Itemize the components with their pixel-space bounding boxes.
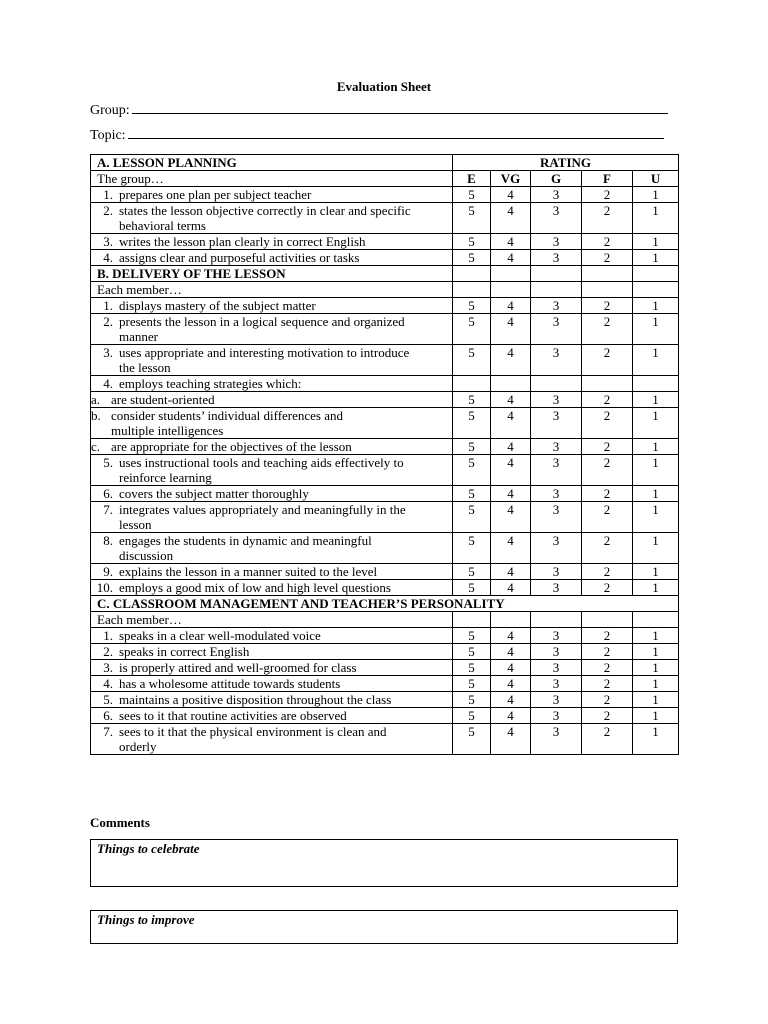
group-field[interactable] [90,103,668,119]
criteria-number: 4. [103,676,113,691]
criteria-text: explains the lesson in a manner suited to the level [119,564,378,579]
criteria-text: engages the students in dynamic and meaningful discussion [119,533,372,563]
rating-cell[interactable]: 3 [531,250,582,266]
rating-cell[interactable]: 1 [633,455,679,486]
rating-cell[interactable]: 2 [582,564,633,580]
criteria-label [91,628,453,644]
intro-label: Each member… [91,612,453,628]
criteria-text: uses appropriate and interesting motivation to introduce the lesson [119,345,410,375]
empty-rating-cell [531,282,582,298]
criteria-text: sees to it that the physical environment is clean and orderly [119,724,387,754]
criteria-label [91,298,453,314]
empty-rating-cell [633,612,679,628]
rating-cell[interactable]: 1 [633,676,679,692]
criteria-number: 1. [103,628,113,643]
rating-column-header: G [531,171,582,187]
criteria-label [91,392,453,408]
rating-cell[interactable]: 3 [531,298,582,314]
topic-field[interactable] [90,128,664,144]
criteria-row [91,439,679,455]
criteria-label [91,660,453,676]
rating-cell[interactable]: 1 [633,234,679,250]
criteria-row [91,533,679,564]
criteria-text: states the lesson objective correctly in clear and specific behavioral terms [119,203,411,233]
criteria-number: 2. [103,644,113,659]
rating-column-header: U [633,171,679,187]
empty-rating-cell [633,282,679,298]
things-to-celebrate-label: Things to celebrate [97,841,200,856]
rating-cell[interactable]: 5 [453,502,491,533]
rating-cell[interactable]: 4 [491,564,531,580]
criteria-row [91,187,679,203]
criteria-label [91,564,453,580]
empty-rating-cell [491,266,531,282]
rating-column-header: VG [491,171,531,187]
rating-cell[interactable]: 4 [491,692,531,708]
criteria-number: 6. [103,708,113,723]
rating-cell[interactable]: 3 [531,502,582,533]
criteria-row [91,376,679,392]
rating-cell[interactable]: 4 [491,644,531,660]
criteria-label [91,533,453,564]
rating-cell[interactable]: 3 [531,533,582,564]
rating-cell[interactable]: 1 [633,692,679,708]
rating-cell[interactable]: 2 [582,314,633,345]
criteria-row [91,502,679,533]
things-to-improve-box[interactable] [90,910,678,944]
evaluation-table [90,154,679,755]
criteria-row [91,708,679,724]
group-label: Group: [90,103,130,118]
criteria-row [91,644,679,660]
rating-column-header: E [453,171,491,187]
rating-cell[interactable]: 3 [531,676,582,692]
rating-cell[interactable]: 2 [582,533,633,564]
rating-cell[interactable]: 3 [531,628,582,644]
criteria-number: 1. [103,187,113,202]
rating-cell[interactable]: 1 [633,345,679,376]
rating-cell[interactable]: 2 [582,203,633,234]
rating-cell[interactable]: 2 [582,502,633,533]
rating-cell[interactable]: 5 [453,439,491,455]
rating-cell[interactable]: 2 [582,660,633,676]
comments-heading: Comments [90,815,150,830]
section-heading: C. CLASSROOM MANAGEMENT AND TEACHER’S PERSONALITY [91,596,679,612]
rating-cell[interactable]: 5 [453,187,491,203]
criteria-row [91,408,679,439]
rating-cell[interactable]: 4 [491,345,531,376]
rating-cell[interactable]: 4 [491,580,531,596]
rating-cell[interactable]: 4 [491,724,531,755]
criteria-text: speaks in correct English [119,644,250,659]
empty-rating-cell [531,266,582,282]
rating-cell[interactable]: 2 [582,250,633,266]
empty-rating-cell [491,282,531,298]
empty-rating-cell [582,282,633,298]
criteria-label [91,676,453,692]
rating-cell[interactable]: 3 [531,708,582,724]
empty-rating-cell [633,376,679,392]
rating-cell[interactable]: 5 [453,250,491,266]
criteria-number: 8. [103,533,113,548]
empty-rating-cell [453,266,491,282]
header-row [91,155,679,171]
criteria-text: employs a good mix of low and high level questions [119,580,391,595]
criteria-text: writes the lesson plan clearly in correct English [119,234,366,249]
empty-rating-cell [453,376,491,392]
rating-cell[interactable]: 3 [531,580,582,596]
criteria-row [91,314,679,345]
rating-cell[interactable]: 4 [491,392,531,408]
criteria-text: uses instructional tools and teaching aids effectively to reinforce learning [119,455,404,485]
empty-rating-cell [582,612,633,628]
criteria-text: integrates values appropriately and meaningfully in the lesson [119,502,406,532]
criteria-text: is properly attired and well-groomed for class [119,660,357,675]
rating-cell[interactable]: 2 [582,676,633,692]
criteria-label [91,345,453,376]
criteria-number: 7. [103,724,113,739]
rating-cell[interactable]: 5 [453,580,491,596]
section-row [91,266,679,282]
page-title: Evaluation Sheet [336,79,432,94]
rating-cell[interactable]: 2 [582,708,633,724]
rating-cell[interactable]: 5 [453,533,491,564]
criteria-label [91,580,453,596]
group-blank-line[interactable] [132,112,668,114]
rating-cell[interactable]: 4 [491,408,531,439]
criteria-row [91,628,679,644]
rating-cell[interactable]: 5 [453,486,491,502]
criteria-number: b. [91,408,101,423]
criteria-number: 1. [103,298,113,313]
rating-cell[interactable]: 2 [582,439,633,455]
criteria-label [91,486,453,502]
topic-label: Topic: [90,128,126,143]
criteria-number: 6. [103,486,113,501]
criteria-text: consider students’ individual differences and multiple intelligences [111,408,344,438]
criteria-row [91,486,679,502]
rating-cell[interactable]: 2 [582,724,633,755]
empty-rating-cell [531,612,582,628]
rating-cell[interactable]: 5 [453,392,491,408]
criteria-row [91,676,679,692]
criteria-number: 4. [103,376,113,391]
criteria-row [91,345,679,376]
rating-cell[interactable]: 2 [582,392,633,408]
rating-cell[interactable]: 1 [633,644,679,660]
rating-cell[interactable]: 1 [633,533,679,564]
rating-cell[interactable]: 3 [531,486,582,502]
criteria-text: are student-oriented [111,392,215,407]
rating-cell[interactable]: 1 [633,564,679,580]
rating-cell[interactable]: 1 [633,708,679,724]
rating-cell[interactable]: 3 [531,203,582,234]
criteria-row [91,455,679,486]
rating-cell[interactable]: 5 [453,408,491,439]
rating-cell[interactable]: 1 [633,408,679,439]
criteria-number: 4. [103,250,113,265]
rating-column-header: F [582,171,633,187]
empty-rating-cell [491,612,531,628]
criteria-label [91,187,453,203]
rating-cell[interactable]: 2 [582,580,633,596]
criteria-row [91,580,679,596]
section-heading: B. DELIVERY OF THE LESSON [91,266,453,282]
rating-cell[interactable]: 3 [531,392,582,408]
rating-cell[interactable]: 2 [582,644,633,660]
criteria-label [91,644,453,660]
rating-cell[interactable]: 3 [531,455,582,486]
rating-cell[interactable]: 3 [531,644,582,660]
criteria-row [91,564,679,580]
criteria-text: employs teaching strategies which: [119,376,302,391]
rating-cell[interactable]: 5 [453,455,491,486]
intro-row [91,282,679,298]
rating-cell[interactable]: 1 [633,502,679,533]
rating-cell[interactable]: 4 [491,439,531,455]
criteria-label [91,692,453,708]
criteria-row [91,660,679,676]
section-heading: A. LESSON PLANNING [91,155,453,171]
rating-cell[interactable]: 4 [491,676,531,692]
criteria-number: 3. [103,345,113,360]
empty-rating-cell [491,376,531,392]
rating-cell[interactable]: 1 [633,203,679,234]
rating-cell[interactable]: 2 [582,234,633,250]
intro-label: The group… [91,171,453,187]
rating-cell[interactable]: 1 [633,298,679,314]
rating-cell[interactable]: 1 [633,580,679,596]
criteria-row [91,234,679,250]
intro-label: Each member… [91,282,453,298]
criteria-label [91,708,453,724]
intro-row [91,171,679,187]
criteria-label [91,408,453,439]
criteria-text: assigns clear and purposeful activities or tasks [119,250,360,265]
criteria-text: presents the lesson in a logical sequence and organized manner [119,314,405,344]
criteria-row [91,692,679,708]
criteria-number: 2. [103,314,113,329]
rating-cell[interactable]: 4 [491,486,531,502]
criteria-label [91,724,453,755]
rating-cell[interactable]: 4 [491,708,531,724]
criteria-text: are appropriate for the objectives of the lesson [111,439,352,454]
rating-cell[interactable]: 3 [531,187,582,203]
criteria-number: 10. [96,580,113,595]
rating-cell[interactable]: 2 [582,692,633,708]
rating-cell[interactable]: 5 [453,628,491,644]
criteria-row [91,724,679,755]
criteria-text: has a wholesome attitude towards students [119,676,341,691]
criteria-number: c. [91,439,101,454]
rating-cell[interactable]: 4 [491,203,531,234]
rating-cell[interactable]: 5 [453,660,491,676]
rating-cell[interactable]: 4 [491,533,531,564]
rating-cell[interactable]: 1 [633,628,679,644]
criteria-row [91,250,679,266]
rating-cell[interactable]: 2 [582,345,633,376]
rating-cell[interactable]: 3 [531,660,582,676]
rating-cell[interactable]: 3 [531,724,582,755]
rating-cell[interactable]: 1 [633,724,679,755]
rating-cell[interactable]: 5 [453,298,491,314]
empty-rating-cell [453,282,491,298]
rating-cell[interactable]: 2 [582,298,633,314]
criteria-number: 9. [103,564,113,579]
criteria-row [91,298,679,314]
intro-row [91,612,679,628]
criteria-label [91,314,453,345]
criteria-label [91,439,453,455]
empty-rating-cell [582,376,633,392]
rating-cell[interactable]: 4 [491,234,531,250]
rating-cell[interactable]: 5 [453,314,491,345]
rating-cell[interactable]: 1 [633,187,679,203]
rating-cell[interactable]: 1 [633,439,679,455]
rating-cell[interactable]: 4 [491,502,531,533]
rating-cell[interactable]: 2 [582,455,633,486]
rating-cell[interactable]: 5 [453,676,491,692]
criteria-label [91,234,453,250]
rating-cell[interactable]: 5 [453,345,491,376]
section-row [91,596,679,612]
criteria-text: sees to it that routine activities are observed [119,708,347,723]
rating-cell[interactable]: 1 [633,660,679,676]
rating-cell[interactable]: 4 [491,250,531,266]
criteria-label [91,250,453,266]
rating-cell[interactable]: 5 [453,203,491,234]
criteria-label [91,502,453,533]
criteria-number: 3. [103,234,113,249]
rating-cell[interactable]: 2 [582,408,633,439]
rating-cell[interactable]: 4 [491,187,531,203]
rating-cell[interactable]: 2 [582,187,633,203]
rating-cell[interactable]: 3 [531,408,582,439]
rating-cell[interactable]: 3 [531,692,582,708]
topic-blank-line[interactable] [128,137,664,139]
rating-cell[interactable]: 5 [453,644,491,660]
rating-cell[interactable]: 5 [453,724,491,755]
criteria-text: prepares one plan per subject teacher [119,187,312,202]
rating-cell[interactable]: 4 [491,314,531,345]
rating-cell[interactable]: 3 [531,439,582,455]
criteria-row [91,392,679,408]
rating-cell[interactable]: 1 [633,392,679,408]
rating-cell[interactable]: 3 [531,314,582,345]
rating-cell[interactable]: 4 [491,660,531,676]
rating-cell[interactable]: 3 [531,564,582,580]
empty-rating-cell [453,612,491,628]
rating-cell[interactable]: 2 [582,628,633,644]
rating-cell[interactable]: 2 [582,486,633,502]
things-to-celebrate-box[interactable] [90,839,678,887]
criteria-number: 3. [103,660,113,675]
criteria-label [91,376,453,392]
criteria-number: 5. [103,692,113,707]
rating-cell[interactable]: 1 [633,314,679,345]
rating-cell[interactable]: 1 [633,486,679,502]
criteria-row [91,203,679,234]
criteria-text: speaks in a clear well-modulated voice [119,628,321,643]
criteria-number: 2. [103,203,113,218]
empty-rating-cell [633,266,679,282]
rating-cell[interactable]: 5 [453,708,491,724]
rating-cell[interactable]: 4 [491,298,531,314]
rating-cell[interactable]: 5 [453,564,491,580]
criteria-number: 5. [103,455,113,470]
rating-cell[interactable]: 5 [453,234,491,250]
criteria-text: covers the subject matter thoroughly [119,486,309,501]
criteria-label [91,203,453,234]
rating-header: RATING [453,155,679,171]
criteria-number: 7. [103,502,113,517]
rating-cell[interactable]: 5 [453,692,491,708]
things-to-improve-label: Things to improve [97,912,195,927]
criteria-text: maintains a positive disposition throughout the class [119,692,392,707]
empty-rating-cell [531,376,582,392]
criteria-text: displays mastery of the subject matter [119,298,316,313]
rating-cell[interactable]: 4 [491,455,531,486]
criteria-label [91,455,453,486]
criteria-number: a. [91,392,101,407]
rating-cell[interactable]: 1 [633,250,679,266]
empty-rating-cell [582,266,633,282]
rating-cell[interactable]: 3 [531,234,582,250]
rating-cell[interactable]: 4 [491,628,531,644]
rating-cell[interactable]: 3 [531,345,582,376]
